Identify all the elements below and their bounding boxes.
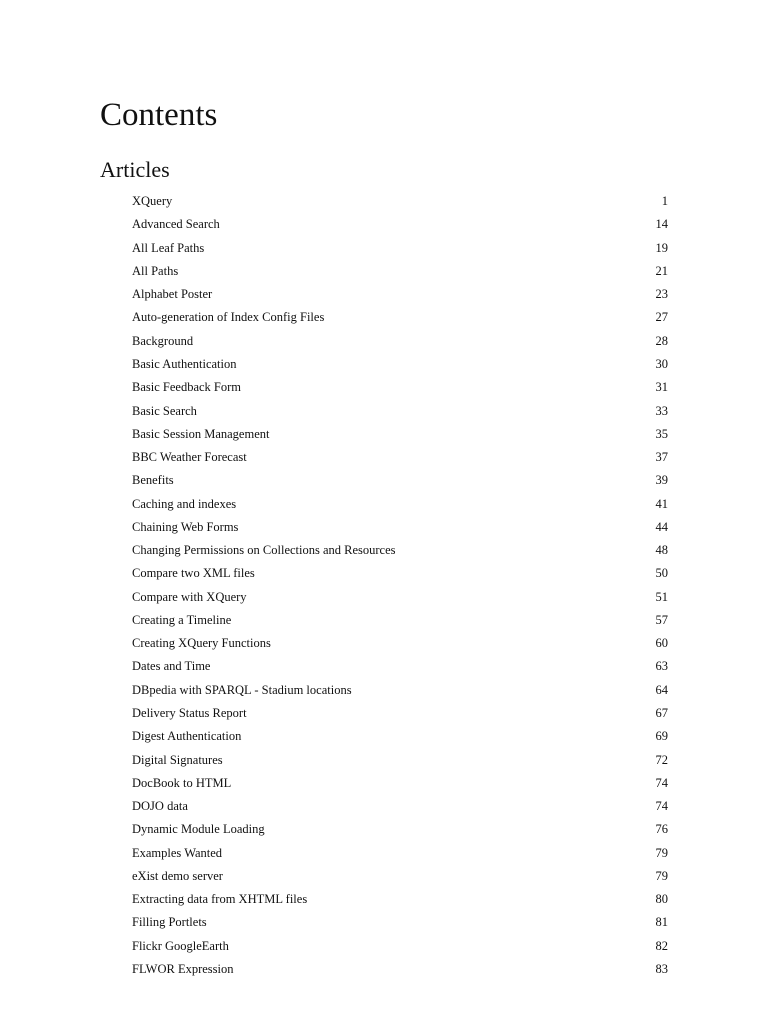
toc-entry-title: Dates and Time [132,659,211,674]
toc-entry-page-number: 51 [655,589,668,604]
toc-entry[interactable] [132,353,668,376]
toc-entry[interactable] [132,283,668,306]
page-title: Contents [100,97,218,133]
toc-entry-title: All Leaf Paths [132,240,205,255]
toc-entry-page-number: 69 [655,729,668,744]
toc-entry-title: DOJO data [132,799,188,814]
toc-entry-page-number: 83 [655,961,668,976]
toc-entry-page-number: 80 [655,892,668,907]
toc-entry-title: XQuery [132,194,173,209]
toc-entry-title: Basic Session Management [132,426,270,441]
toc-entry-title: eXist demo server [132,868,223,883]
toc-entry-page-number: 57 [655,612,668,627]
toc-entry-page-number: 82 [655,938,668,953]
toc-entry-title: DocBook to HTML [132,775,232,790]
toc-entry-page-number: 1 [661,194,668,209]
toc-entry[interactable] [132,911,668,934]
table-of-contents [132,190,668,981]
toc-entry-page-number: 72 [655,752,668,767]
toc-entry[interactable] [132,376,668,399]
toc-entry-page-number: 33 [655,403,668,418]
toc-entry-title: BBC Weather Forecast [132,450,247,465]
toc-entry-page-number: 64 [655,682,668,697]
toc-entry-title: Extracting data from XHTML files [132,892,308,907]
toc-entry-title: DBpedia with SPARQL - Stadium locations [132,682,352,697]
toc-entry-page-number: 19 [655,240,668,255]
toc-entry-title: FLWOR Expression [132,961,234,976]
toc-entry-title: Basic Authentication [132,356,237,371]
toc-entry-title: Filling Portlets [132,915,207,930]
toc-entry-title: Delivery Status Report [132,705,247,720]
toc-entry-page-number: 30 [655,356,668,371]
toc-entry-page-number: 81 [655,915,668,930]
toc-entry-page-number: 60 [655,636,668,651]
toc-entry[interactable] [132,539,668,562]
toc-entry-title: Changing Permissions on Collections and Resources [132,543,396,558]
toc-entry-title: Flickr GoogleEarth [132,938,229,953]
toc-entry-title: Advanced Search [132,217,220,232]
toc-entry-page-number: 79 [655,868,668,883]
toc-entry[interactable] [132,213,668,236]
toc-entry[interactable] [132,702,668,725]
toc-entry[interactable] [132,586,668,609]
toc-entry-title: Chaining Web Forms [132,519,239,534]
toc-entry-title: Compare with XQuery [132,589,247,604]
toc-entry-page-number: 37 [655,450,668,465]
toc-entry[interactable] [132,935,668,958]
toc-entry-title: Compare two XML files [132,566,255,581]
toc-entry-page-number: 76 [655,822,668,837]
toc-entry-page-number: 74 [655,799,668,814]
toc-entry[interactable] [132,795,668,818]
toc-entry-title: Examples Wanted [132,845,223,860]
toc-entry[interactable] [132,562,668,585]
toc-entry[interactable] [132,632,668,655]
toc-entry-title: Creating a Timeline [132,612,232,627]
toc-entry[interactable] [132,306,668,329]
toc-entry[interactable] [132,958,668,981]
toc-entry[interactable] [132,492,668,515]
toc-entry-page-number: 35 [655,426,668,441]
toc-entry-page-number: 67 [655,705,668,720]
toc-entry[interactable] [132,655,668,678]
toc-entry[interactable] [132,725,668,748]
toc-entry-page-number: 50 [655,566,668,581]
toc-entry-page-number: 21 [655,263,668,278]
toc-entry[interactable] [132,190,668,213]
toc-entry[interactable] [132,609,668,632]
toc-entry-title: All Paths [132,263,179,278]
toc-entry-title: Creating XQuery Functions [132,636,271,651]
toc-entry-page-number: 79 [655,845,668,860]
toc-entry-title: Basic Search [132,403,197,418]
toc-entry-page-number: 39 [655,473,668,488]
toc-entry[interactable] [132,679,668,702]
toc-entry[interactable] [132,469,668,492]
toc-entry-page-number: 27 [655,310,668,325]
toc-entry[interactable] [132,516,668,539]
toc-entry-title: Caching and indexes [132,496,237,511]
toc-entry[interactable] [132,818,668,841]
toc-entry[interactable] [132,399,668,422]
toc-entry[interactable] [132,772,668,795]
toc-entry-title: Digital Signatures [132,752,223,767]
toc-entry-page-number: 44 [655,519,668,534]
toc-entry-page-number: 63 [655,659,668,674]
toc-entry-title: Benefits [132,473,174,488]
toc-entry-page-number: 23 [655,287,668,302]
toc-entry-page-number: 41 [655,496,668,511]
toc-entry-page-number: 48 [655,543,668,558]
toc-entry-page-number: 74 [655,775,668,790]
toc-entry[interactable] [132,865,668,888]
toc-entry-title: Basic Feedback Form [132,380,242,395]
toc-entry[interactable] [132,237,668,260]
toc-entry-page-number: 14 [655,217,668,232]
toc-entry[interactable] [132,423,668,446]
section-heading: Articles [100,157,170,182]
toc-entry-title: Digest Authentication [132,729,242,744]
toc-entry-page-number: 28 [655,333,668,348]
toc-entry-page-number: 31 [655,380,668,395]
toc-entry[interactable] [132,888,668,911]
toc-entry-title: Auto-generation of Index Config Files [132,310,325,325]
toc-entry[interactable] [132,841,668,864]
toc-entry[interactable] [132,446,668,469]
toc-entry[interactable] [132,330,668,353]
toc-entry[interactable] [132,260,668,283]
toc-entry-title: Background [132,333,194,348]
toc-entry-title: Dynamic Module Loading [132,822,265,837]
toc-entry[interactable] [132,748,668,771]
toc-entry-title: Alphabet Poster [132,287,213,302]
